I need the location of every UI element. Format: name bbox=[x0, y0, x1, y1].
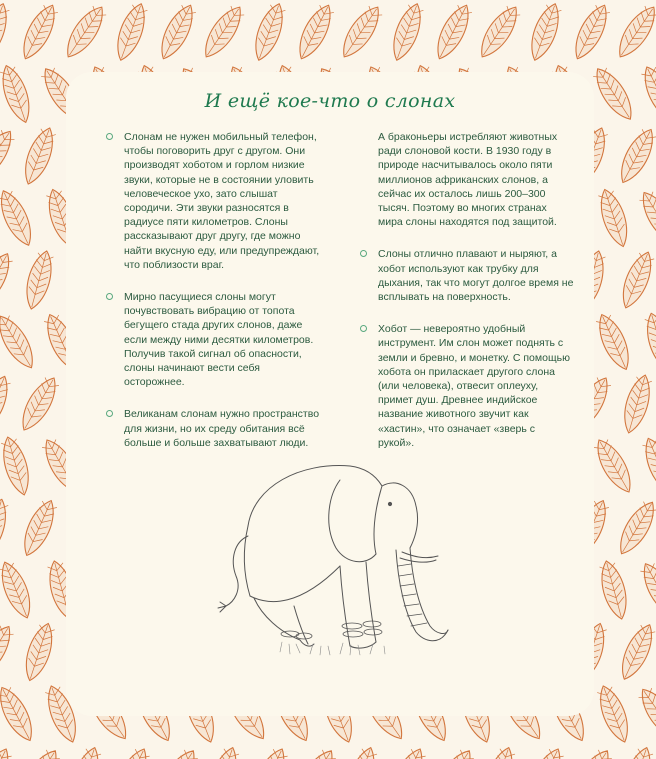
leaf-icon bbox=[641, 310, 656, 374]
fact-item-5 bbox=[368, 247, 574, 304]
leaf-icon bbox=[0, 249, 17, 312]
leaf-icon bbox=[387, 0, 427, 64]
leaf-icon bbox=[16, 1, 62, 64]
leaf-icon bbox=[615, 620, 656, 683]
leaf-icon bbox=[315, 0, 361, 1]
leaf-icon bbox=[88, 0, 128, 2]
leaf-icon bbox=[525, 0, 565, 64]
leaf-icon bbox=[226, 0, 266, 2]
leaf-icon bbox=[502, 0, 542, 2]
leaf-icon bbox=[595, 186, 634, 250]
leaf-icon bbox=[474, 1, 525, 62]
leaf-icon bbox=[566, 745, 616, 759]
leaf-icon bbox=[267, 0, 318, 1]
leaf-icon bbox=[596, 558, 632, 621]
leaf-icon bbox=[249, 0, 289, 64]
leaf-icon bbox=[640, 0, 656, 2]
leaf-icon bbox=[593, 682, 634, 746]
leaf-icon bbox=[430, 1, 476, 64]
fact-text: Слоны отлично плавают и ныряют, а хобот используют как трубку для дыхания, так что могут долгое время не всплывать на поверхность. bbox=[378, 248, 574, 304]
fact-text: А браконьеры истребляют животных ради слоновой кости. В 1930 году в природе насчитывалось около пяти миллионов африканских слонов, а сейчас их осталось лишь 200–300 тысяч. Поэтому во многих странах мира слоны находятся под защитой. bbox=[378, 131, 558, 229]
leaf-icon bbox=[592, 310, 636, 373]
leaf-icon bbox=[198, 1, 249, 62]
bullet-icon bbox=[106, 410, 113, 417]
leaf-icon bbox=[0, 621, 18, 683]
leaf-icon bbox=[0, 311, 40, 373]
leaf-icon bbox=[154, 1, 200, 64]
fact-text: Великанам слонам нужно пространство для жизни, но их среду обитания всё больше и больше захватывают люди. bbox=[124, 408, 320, 449]
leaf-icon bbox=[177, 0, 223, 1]
bullet-icon bbox=[360, 325, 367, 332]
leaf-icon bbox=[635, 187, 656, 249]
leaf-icon bbox=[111, 0, 151, 64]
leaf-icon bbox=[364, 0, 404, 2]
leaf-icon bbox=[636, 559, 656, 622]
leaf-icon bbox=[543, 0, 594, 1]
leaf-icon bbox=[0, 186, 38, 249]
leaf-icon bbox=[384, 744, 429, 759]
leaf-icon bbox=[619, 372, 656, 435]
elephant-illustration bbox=[190, 456, 450, 666]
leaf-icon bbox=[15, 373, 63, 435]
leaf-icon bbox=[60, 1, 111, 62]
content-card bbox=[66, 72, 594, 716]
leaf-icon bbox=[152, 745, 202, 759]
leaf-icon bbox=[591, 0, 637, 1]
leaf-icon bbox=[0, 744, 16, 759]
leaf-icon bbox=[292, 1, 338, 64]
leaf-icon bbox=[20, 620, 59, 684]
leaf-icon bbox=[0, 0, 13, 64]
leaf-icon bbox=[129, 0, 180, 1]
fact-item-2 bbox=[114, 290, 320, 389]
leaf-icon bbox=[589, 63, 639, 125]
leaf-icon bbox=[568, 1, 614, 64]
leaf-icon bbox=[639, 434, 656, 497]
leaf-icon bbox=[39, 0, 85, 1]
leaf-icon bbox=[0, 372, 14, 435]
bullet-icon bbox=[106, 293, 113, 300]
fact-item-4 bbox=[368, 130, 574, 229]
leaf-icon bbox=[341, 744, 380, 759]
leaf-icon bbox=[0, 0, 41, 1]
leaf-icon bbox=[453, 0, 499, 1]
leaf-icon bbox=[65, 744, 104, 759]
leaf-icon bbox=[616, 248, 656, 311]
leaf-icon bbox=[613, 497, 656, 559]
leaf-icon bbox=[108, 744, 153, 759]
leaf-icon bbox=[17, 496, 61, 559]
leaf-icon bbox=[14, 745, 64, 759]
leaf-icon bbox=[0, 496, 12, 560]
leaf-icon bbox=[290, 745, 340, 759]
left-column bbox=[114, 130, 320, 468]
leaf-icon bbox=[612, 1, 656, 62]
leaf-icon bbox=[0, 683, 39, 746]
leaf-icon bbox=[0, 558, 37, 621]
fact-text: Хобот — невероятно удобный инструмент. Им слон может поднять с земли и бревно, и монетку. С помощью хобота он приласкает другого слона (или человека), отвесит оплеуху, примет душ. Древнее индийское название животного звучит как «хастин», что означает «зверь с рукой». bbox=[378, 323, 570, 449]
fact-text: Слонам не нужен мобильный телефон, чтобы поговорить друг с другом. Они производят хоботом и горлом низкие звуки, которые не в состоянии уловить человеческое ухо, зато слышат сородичи. Эти звуки разносятся в радиусе пяти километров. Слоны рассказывают друг другу, где можно найти вкусную еду, или предупреждают, что поблизости враг. bbox=[124, 131, 320, 271]
right-column bbox=[368, 130, 574, 468]
leaf-icon bbox=[479, 744, 518, 759]
fact-item-6 bbox=[368, 322, 574, 450]
leaf-icon bbox=[18, 124, 59, 188]
page-title: И ещё кое-что о слонах bbox=[204, 90, 456, 112]
leaf-icon bbox=[614, 125, 656, 188]
leaf-icon bbox=[336, 1, 387, 62]
leaf-icon bbox=[0, 434, 34, 497]
leaf-icon bbox=[637, 62, 656, 125]
leaf-icon bbox=[617, 744, 656, 759]
leaf-icon bbox=[428, 745, 478, 759]
fact-text: Мирно пасущиеся слоны могут почувствовать вибрацию от топота бегущего стада других слонов, даже если между ними десятки километров. Получив такой сигнал об опасности, слоны начинают вести себя осторожнее. bbox=[124, 291, 314, 389]
leaf-icon bbox=[634, 683, 656, 744]
fact-item-3 bbox=[114, 407, 320, 450]
leaf-icon bbox=[522, 744, 567, 759]
leaf-icon bbox=[0, 62, 36, 126]
leaf-icon bbox=[405, 0, 456, 1]
leaf-icon bbox=[21, 248, 57, 311]
leaf-icon bbox=[246, 744, 291, 759]
leaf-icon bbox=[0, 125, 19, 186]
fact-item-1 bbox=[114, 130, 320, 272]
bullet-icon bbox=[106, 133, 113, 140]
bullet-icon bbox=[360, 250, 367, 257]
leaf-icon bbox=[590, 435, 638, 497]
leaf-icon bbox=[203, 744, 242, 759]
